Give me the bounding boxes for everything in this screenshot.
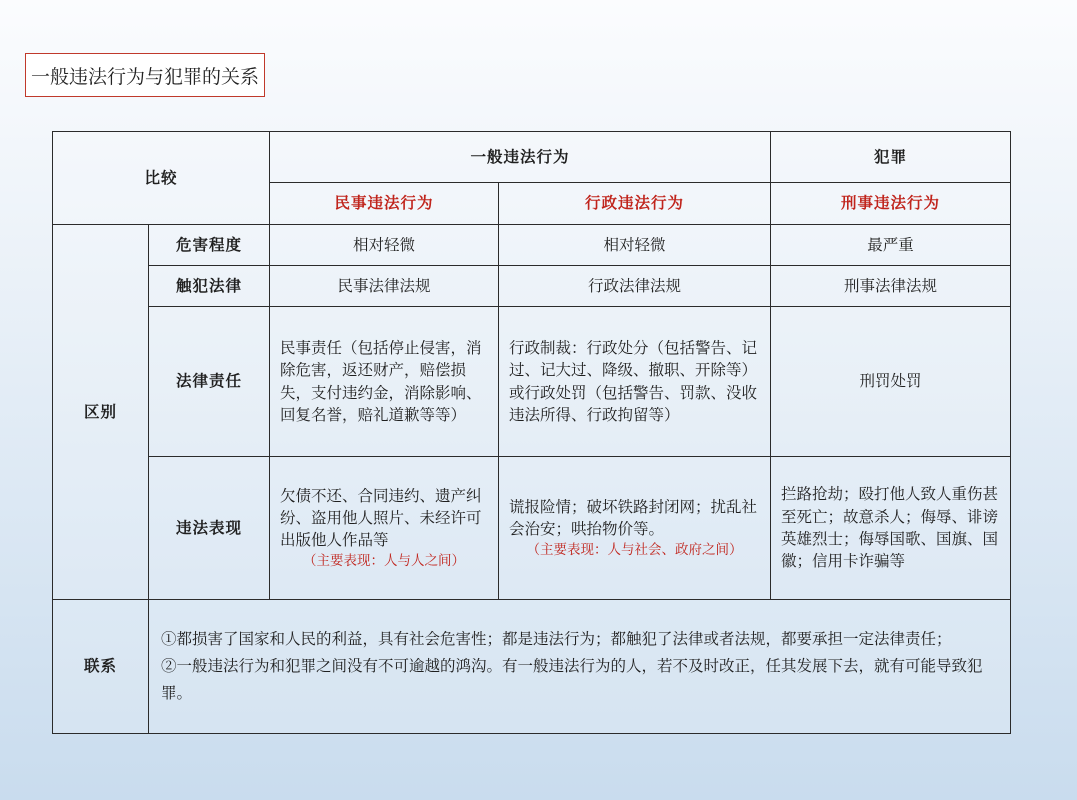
general-violation-header: 一般违法行为 [270,132,771,183]
manifest-criminal: 拦路抢劫；殴打他人致人重伤甚至死亡；故意杀人；侮辱、诽谤英雄烈士；侮辱国歌、国旗、国徽；信用卡诈骗等 [771,457,1011,600]
row-harm [53,225,1011,266]
criminal-violation-header: 刑事违法行为 [771,183,1011,225]
manifest-admin-note: （主要表现：人与社会、政府之间） [526,541,743,558]
row-connection [53,600,1011,734]
liability-admin-penalty: 或行政处罚（包括警告、罚款、没收违法所得、行政拘留等） [509,383,758,424]
page-title: 一般违法行为与犯罪的关系 [25,53,265,97]
manifest-admin-text: 谎报险情；破坏铁路封闭网；扰乱社会治安；哄抬物价等。 [509,497,758,539]
manifest-admin [499,457,771,600]
comparison-table [52,131,1011,734]
connection-point-2: ②一般违法行为和犯罪之间没有不可逾越的鸿沟。有一般违法行为的人，若不及时改正，任其发展下去，就有可能导致犯罪。 [161,656,983,703]
header-row-1 [53,132,1011,183]
liability-admin [499,307,771,457]
connection-content [149,600,1011,734]
manifest-civil [270,457,499,600]
harm-civil: 相对轻微 [270,225,499,266]
harm-label: 危害程度 [149,225,270,266]
difference-label: 区别 [53,225,149,600]
crime-header: 犯罪 [771,132,1011,183]
connection-label: 联系 [53,600,149,734]
liability-label: 法律责任 [149,307,270,457]
civil-violation-header: 民事违法行为 [270,183,499,225]
law-label: 触犯法律 [149,266,270,307]
manifest-civil-text: 欠债不还、合同违约、遗产纠纷、盗用他人照片、未经许可出版他人作品等 [280,486,482,550]
liability-criminal: 刑罚处罚 [771,307,1011,457]
connection-point-1: ①都损害了国家和人民的利益，具有社会危害性；都是违法行为；都触犯了法律或者法规，都要承担一定法律责任； [161,629,952,648]
harm-admin: 相对轻微 [499,225,771,266]
manifest-civil-note: （主要表现：人与人之间） [303,552,466,569]
liability-civil: 民事责任（包括停止侵害，消除危害，返还财产，赔偿损失，支付违约金，消除影响、回复名誉，赔礼道歉等等） [270,307,499,457]
compare-header: 比较 [53,132,270,225]
law-civil: 民事法律法规 [270,266,499,307]
harm-criminal: 最严重 [771,225,1011,266]
manifest-label: 违法表现 [149,457,270,600]
row-manifest [53,457,1011,600]
row-liability [53,307,1011,457]
law-admin: 行政法律法规 [499,266,771,307]
liability-admin-sanction: 行政制裁：行政处分（包括警告、记过、记大过、降级、撤职、开除等） [509,338,758,380]
row-law [53,266,1011,307]
admin-violation-header: 行政违法行为 [499,183,771,225]
law-criminal: 刑事法律法规 [771,266,1011,307]
